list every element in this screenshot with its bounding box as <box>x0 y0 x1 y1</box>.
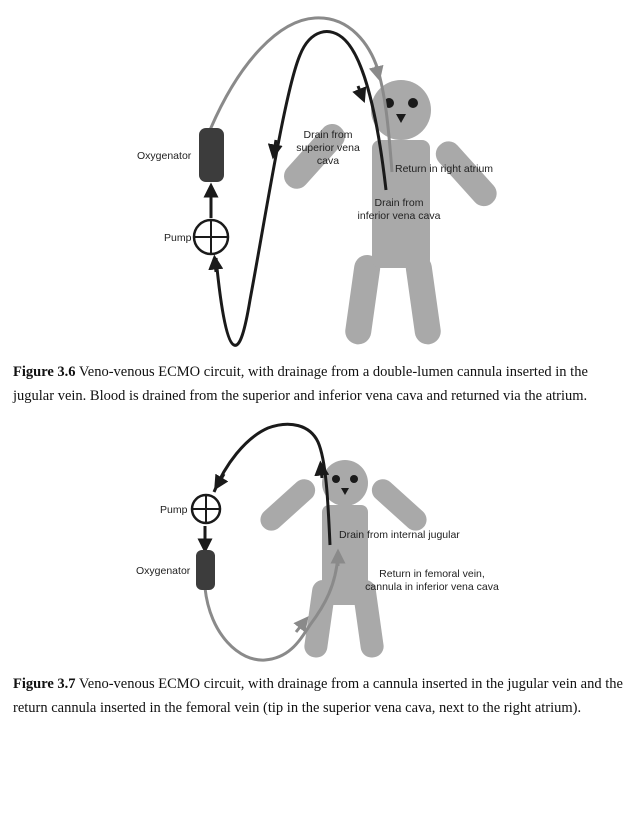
figure-3-7-diagram <box>0 410 638 670</box>
label-pump: Pump <box>164 232 192 244</box>
patient2-left-arm <box>256 475 320 536</box>
label-drain-svc-2: superior vena <box>296 142 360 154</box>
label-drain-internal-jugular: Drain from internal jugular <box>339 529 460 541</box>
figure-3-6-number: Figure 3.6 <box>13 364 76 380</box>
patient2-right-eye <box>350 475 358 483</box>
return-line-2-arrow-1 <box>296 622 304 632</box>
patient-left-leg <box>344 253 382 346</box>
oxygenator-device <box>199 128 224 182</box>
patient-head <box>371 80 431 140</box>
label-drain-ivc-2: inferior vena cava <box>357 210 441 222</box>
figure-3-6-caption <box>13 360 625 408</box>
patient2-left-eye <box>332 475 340 483</box>
label-return-right-atrium: Return in right atrium <box>395 163 494 175</box>
label-drain-svc-3: cava <box>316 155 340 167</box>
pump-device <box>194 220 228 254</box>
drain-line-2-arrow-1 <box>321 468 322 478</box>
label-oxygenator-2: Oxygenator <box>136 565 191 577</box>
label-return-femoral-1: Return in femoral vein, <box>379 568 485 580</box>
oxygenator-device-2 <box>196 550 215 590</box>
figure-3-7-number: Figure 3.7 <box>13 676 76 692</box>
figure-3-7-caption-text: Veno-venous ECMO circuit, with drainage from a cannula inserted in the jugular vein and the return cannula inserted in the femoral vein (tip in the superior vena cava, next to the right atrium). <box>13 676 623 716</box>
label-drain-svc-1: Drain from <box>303 129 353 141</box>
figure-3-7-caption <box>13 672 625 720</box>
patient-right-eye <box>408 98 418 108</box>
figure-3-6-caption-text: Veno-venous ECMO circuit, with drainage from a double-lumen cannula inserted in the jugular vein. Blood is drained from the superior and inferior vena cava and returned via the atrium. <box>13 364 588 404</box>
figure-3-6-diagram <box>0 0 638 350</box>
label-oxygenator: Oxygenator <box>137 150 192 162</box>
drain-line-arrow-1 <box>358 86 362 96</box>
pump-device-2 <box>192 495 220 523</box>
label-return-femoral-2: cannula in inferior vena cava <box>365 581 499 593</box>
drain-line-arrow-2 <box>274 140 276 152</box>
return-line-arrow <box>376 66 378 74</box>
label-pump-2: Pump <box>160 504 188 516</box>
drain-line-arrow-3 <box>215 262 216 272</box>
patient-figure-2 <box>256 460 431 659</box>
patient2-right-arm <box>367 475 431 536</box>
label-drain-ivc-1: Drain from <box>374 197 424 209</box>
